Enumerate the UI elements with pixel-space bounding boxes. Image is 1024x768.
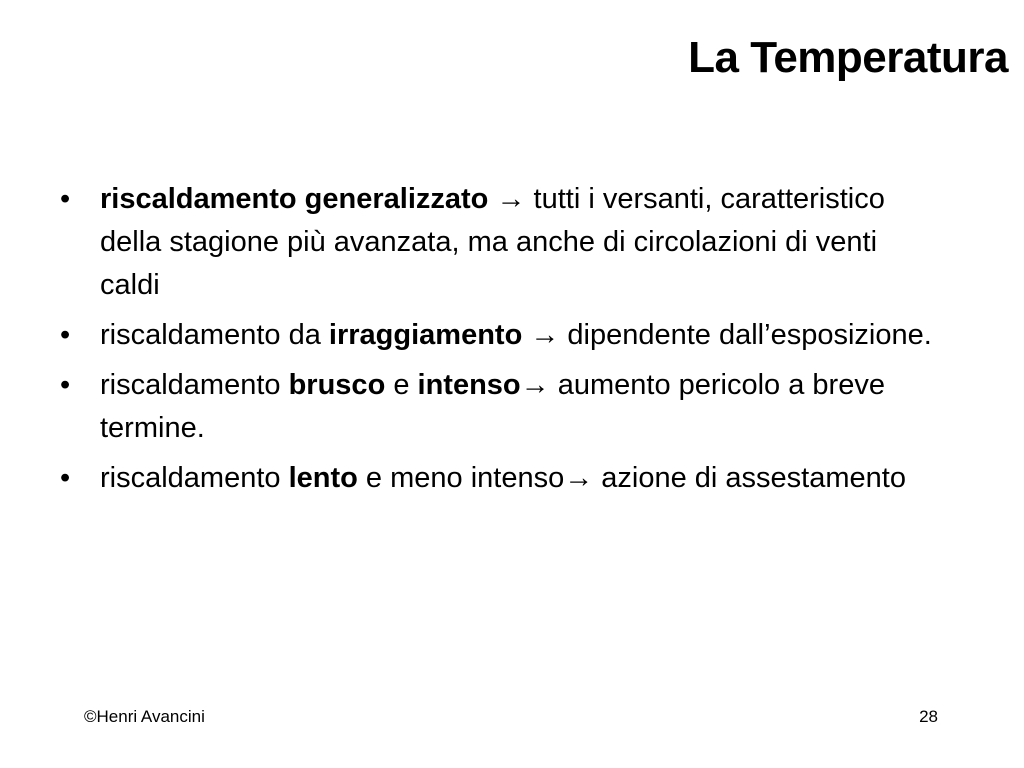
bullet-text: → tutti i versanti, caratteristico della stagione più avanzata, ma anche di circolazioni di venti caldi (100, 183, 885, 301)
bullet-text: → aumento pericolo a breve termine. (100, 369, 885, 444)
bullet-term: lento (288, 462, 358, 494)
bullet-text: riscaldamento da (100, 319, 329, 351)
bullet-icon: • (60, 183, 71, 215)
bullet-text: e (385, 369, 418, 401)
bullet-item-generalized-heating (60, 178, 940, 307)
bullet-text: riscaldamento (100, 369, 289, 401)
bullet-text: riscaldamento (100, 462, 289, 494)
bullet-item-sudden-heating (60, 364, 940, 450)
slide-title: La Temperatura (688, 33, 1008, 82)
bullet-icon: • (60, 319, 71, 351)
bullet-term: irraggiamento (328, 319, 523, 351)
bullet-text: e meno intenso→ azione di assestamento (357, 462, 906, 494)
bullet-icon: • (60, 462, 71, 494)
bullet-term: riscaldamento generalizzato (100, 183, 489, 215)
bullet-item-slow-heating (60, 457, 940, 500)
bullet-term: brusco (288, 369, 386, 401)
bullet-term: intenso (417, 369, 521, 401)
bullet-icon: • (60, 369, 71, 401)
footer-copyright: ©Henri Avancini (84, 707, 205, 726)
bullet-text: → dipendente dall’esposizione. (522, 319, 932, 351)
bullet-list (60, 178, 940, 507)
footer-page-number: 28 (919, 707, 938, 726)
bullet-item-radiation-heating (60, 314, 940, 357)
